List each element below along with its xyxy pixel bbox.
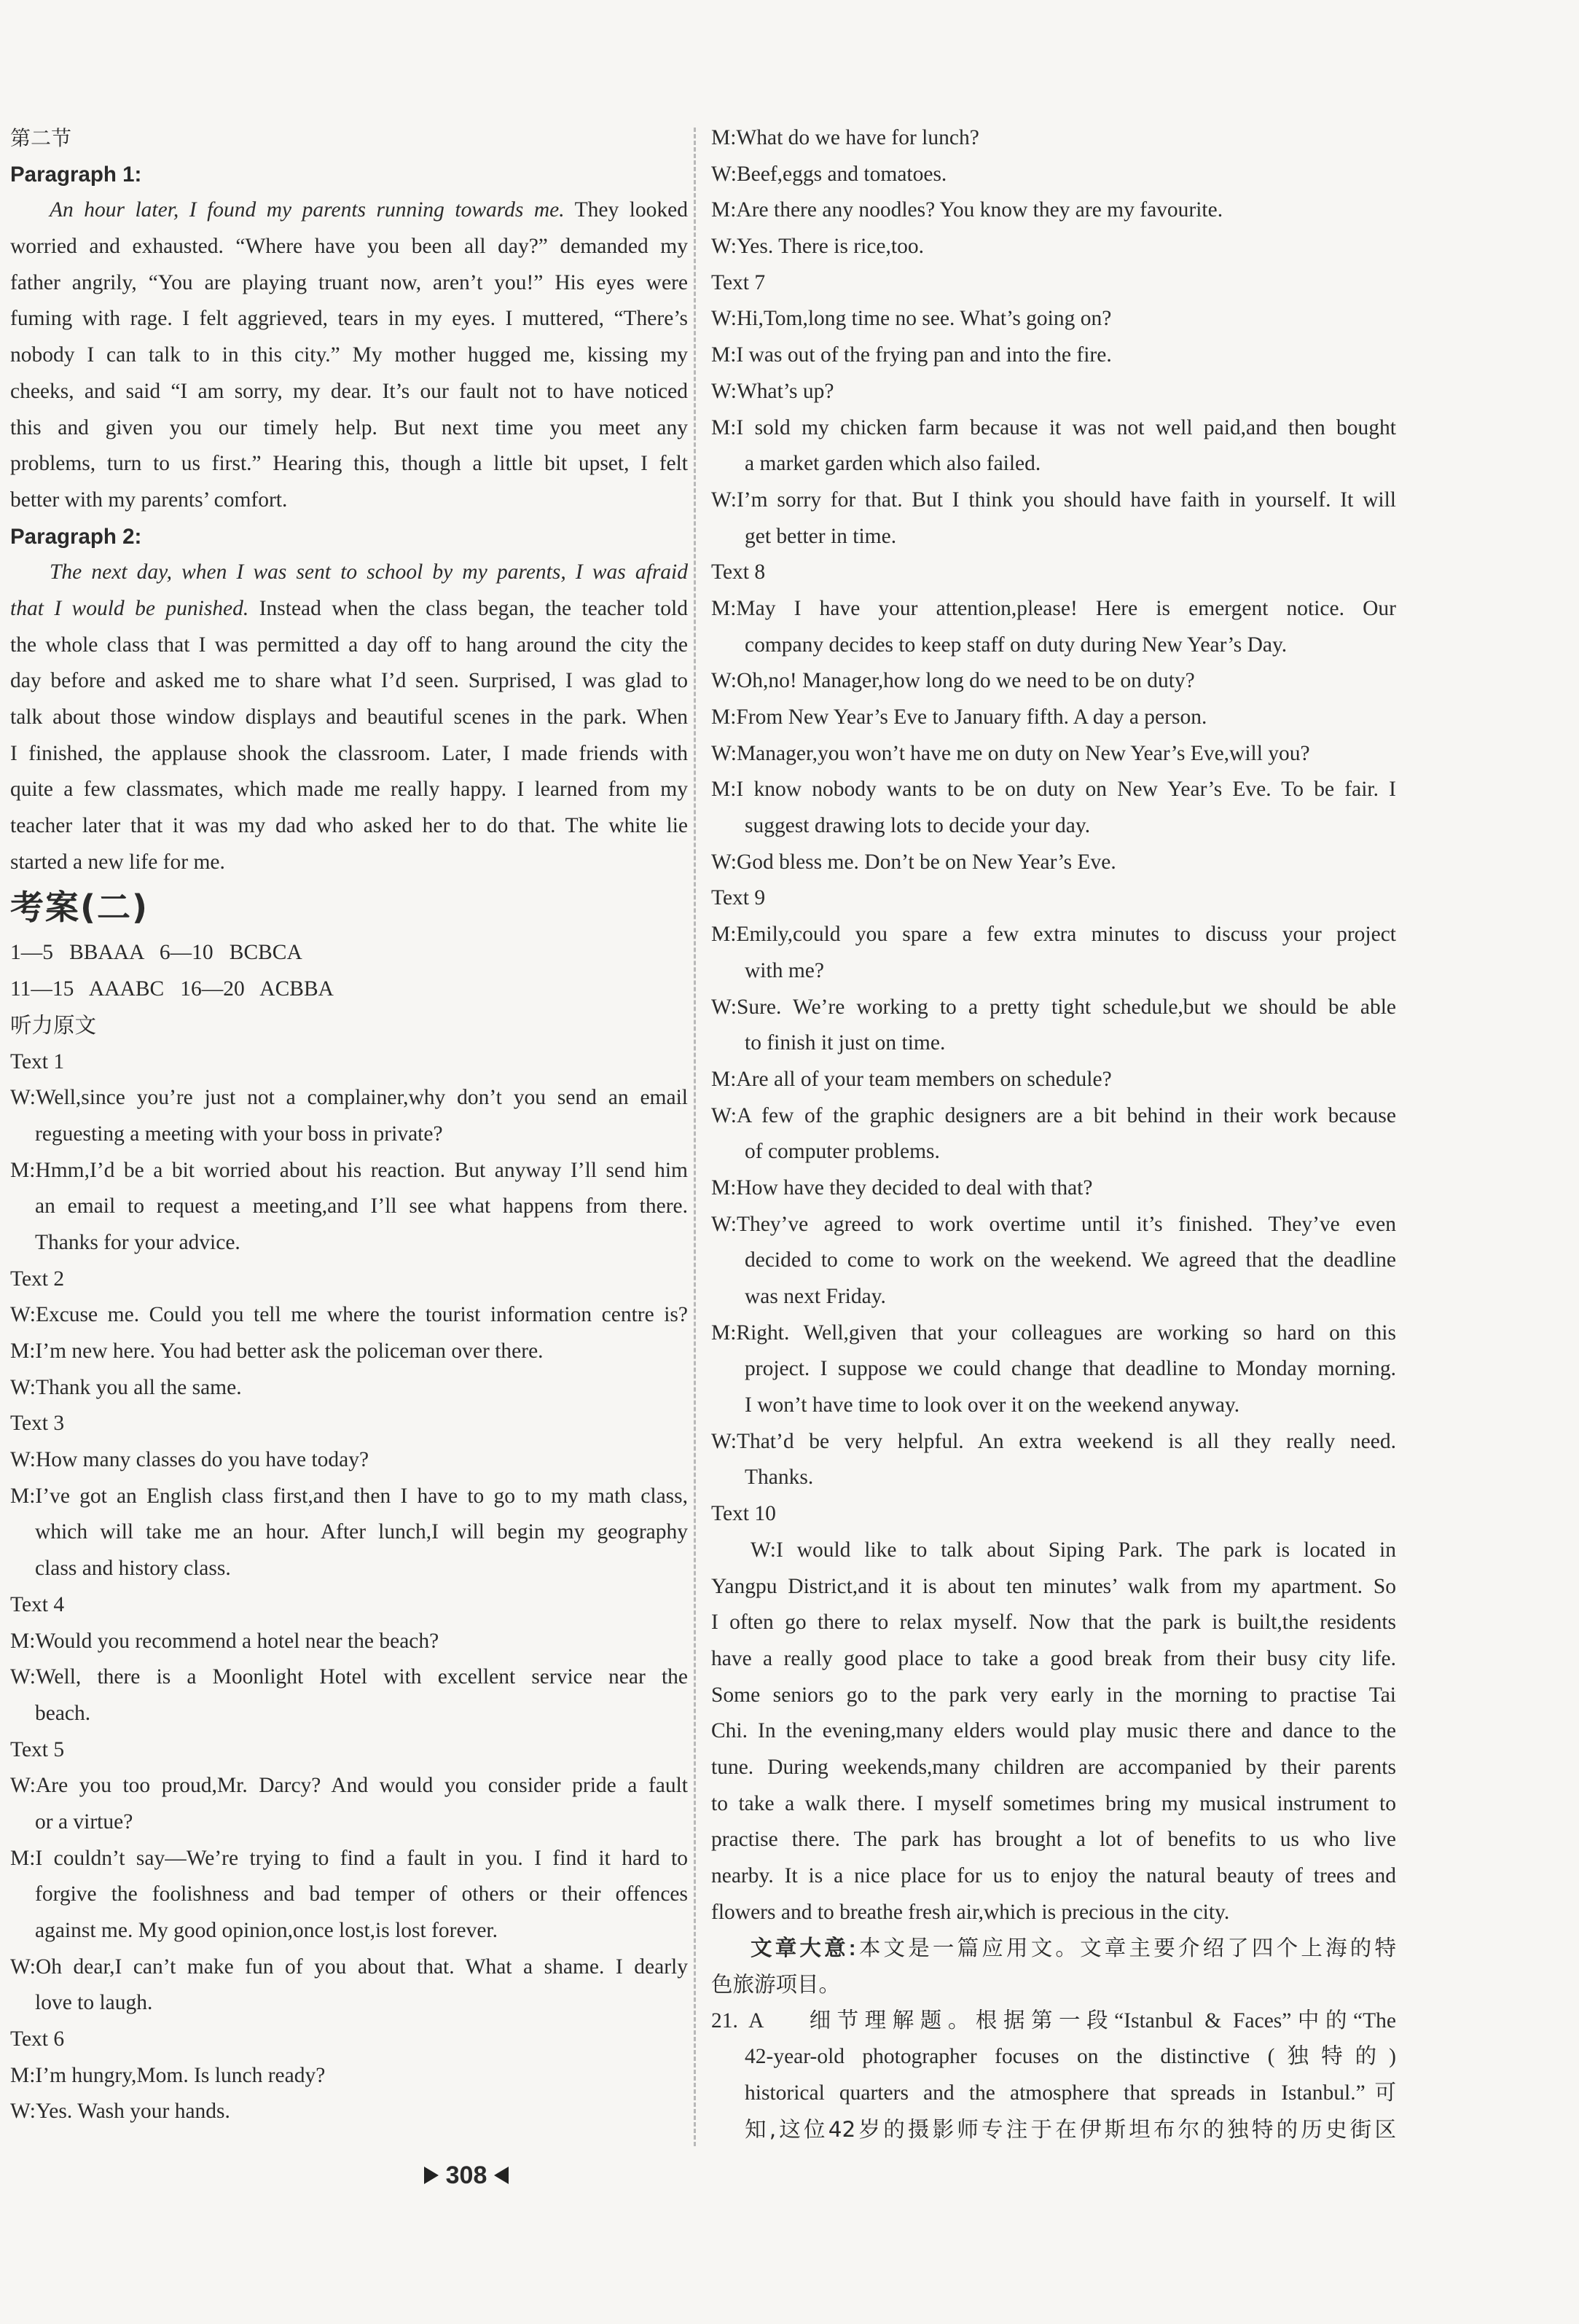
dialogue-line: a market garden which also failed. [745, 452, 1041, 476]
dialogue-line: W:Beef,eggs and tomatoes. [711, 162, 947, 186]
dialogue-line: W:Excuse me. Could you tell me where the tourist information centre is? [10, 1303, 688, 1327]
dialogue-line: class and history class. [35, 1557, 231, 1581]
dialogue-line: project. I suppose we could change that deadline to Monday morning. [745, 1357, 1396, 1381]
dialogue-line: an email to request a meeting,and I’ll see what happens from there. [35, 1194, 688, 1218]
dialogue-line: decided to come to work on the weekend. We agreed that the deadline [745, 1248, 1396, 1272]
dialogue-line: W:How many classes do you have today? [10, 1448, 369, 1472]
dialogue-line: W:Are you too proud,Mr. Darcy? And would you consider pride a fault [10, 1774, 688, 1798]
text-label: Text 9 [711, 886, 766, 910]
section-label: 第二节 [10, 126, 72, 150]
dialogue-line: Thanks. [745, 1466, 814, 1490]
paragraph-2-line: quite a few classmates, which made me really happy. I learned from my [10, 778, 688, 802]
dialogue-line: W:A few of the graphic designers are a bit behind in their work because [711, 1103, 1396, 1127]
dialogue-line: W:Well,since you’re just not a complainer,why don’t you send an email [10, 1086, 688, 1110]
dialogue-line: company decides to keep staff on duty during New Year’s Day. [745, 633, 1288, 657]
dialogue-line: was next Friday. [745, 1285, 886, 1308]
dialogue-line: M:May I have your attention,please! Here is emergent notice. Our [711, 596, 1396, 620]
paragraph-1-line: worried and exhausted. “Where have you been all day?” demanded my [10, 235, 688, 259]
dialogue-line: M:Are there any noodles? You know they are my favourite. [711, 198, 1223, 222]
column-divider [694, 128, 696, 2146]
monologue-line: Yangpu District,and it is about ten minutes’ walk from my apartment. So [711, 1574, 1396, 1598]
dialogue-line: M:What do we have for lunch? [711, 126, 979, 149]
monologue-line: have a really good place to take a good break from their busy city life. [711, 1646, 1396, 1670]
monologue-line: nearby. It is a nice place for us to enjoy the natural beauty of trees and [711, 1864, 1396, 1887]
dialogue-line: W:Yes. There is rice,too. [711, 235, 924, 259]
paragraph-2-intro-end: that I would be punished. [10, 596, 249, 620]
dialogue-line: Thanks for your advice. [35, 1230, 240, 1254]
dialogue-line: to finish it just on time. [745, 1031, 946, 1055]
dialogue-line: W:Yes. Wash your hands. [10, 2100, 230, 2124]
dialogue-line: M:Would you recommend a hotel near the beach? [10, 1629, 439, 1653]
dialogue-line: M:How have they decided to deal with that? [711, 1175, 1093, 1200]
right-triangle-icon [424, 2167, 439, 2184]
paragraph-2-text: Instead when the class began, the teacher told [248, 596, 688, 620]
paragraph-2-intro: The next day, when I was sent to school by my parents, I was afraid [50, 560, 688, 584]
dialogue-line: W:Oh dear,I can’t make fun of you about that. What a shame. I dearly [10, 1955, 688, 1979]
dialogue-line: W:Hi,Tom,long time no see. What’s going on? [711, 307, 1112, 331]
summary-line [711, 1930, 1396, 1967]
dialogue-line: W:Oh,no! Manager,how long do we need to be on duty? [711, 669, 1195, 693]
monologue-line: flowers and to breathe fresh air,which is precious in the city. [711, 1900, 1230, 1924]
left-triangle-icon [494, 2167, 509, 2184]
monologue-line: Some seniors go to the park very early in the morning to practise Tai [711, 1683, 1396, 1707]
summary-label: 文章大意: [751, 1936, 856, 1961]
paragraph-1-line: this and given you our timely help. But next time you meet any [10, 415, 688, 439]
paragraph-1-line: fuming with rage. I felt aggrieved, tears in my eyes. I muttered, “There’s [10, 307, 688, 331]
dialogue-line: W:That’d be very helpful. An extra weekend is all they really need. [711, 1429, 1396, 1453]
paragraph-2-line: teacher later that it was my dad who asked her to do that. The white lie [10, 814, 688, 838]
dialogue-line: M:I was out of the frying pan and into the fire. [711, 343, 1112, 367]
paragraph-2-line: I finished, the applause shook the classroom. Later, I made friends with [10, 741, 688, 765]
dialogue-line: which will take me an hour. After lunch,I will begin my geography [35, 1520, 688, 1544]
dialogue-line: against me. My good opinion,once lost,is lost forever. [35, 1919, 498, 1942]
page-number [393, 2157, 539, 2194]
answer-key-row: 11—15 AAABC 16—20 ACBBA [10, 977, 334, 1001]
dialogue-line: W:Well, there is a Moonlight Hotel with excellent service near the [10, 1665, 688, 1689]
paragraph-1-text: They looked [564, 198, 688, 222]
monologue-line: practise there. The park has brought a lot of benefits to us who live [711, 1828, 1396, 1852]
paragraph-1-line [10, 192, 688, 229]
paragraph-1-label: Paragraph 1: [10, 162, 142, 187]
monologue-line: Chi. In the evening,many elders would play music there and dance to the [711, 1719, 1396, 1743]
text-label: Text 1 [10, 1049, 65, 1073]
dialogue-line: of computer problems. [745, 1140, 940, 1164]
answer-key-row: 1—5 BBAAA 6—10 BCBCA [10, 941, 302, 965]
dialogue-line: M:I know nobody wants to be on duty on New Year’s Eve. To be fair. I [711, 778, 1396, 802]
text-label: Text 8 [711, 560, 766, 584]
dialogue-line: W:Manager,you won’t have me on duty on New Year’s Eve,will you? [711, 741, 1310, 765]
dialogue-line: M:From New Year’s Eve to January fifth. A day a person. [711, 705, 1207, 729]
paragraph-2-line: the whole class that I was permitted a day off to hang around the city the [10, 633, 688, 657]
dialogue-line: beach. [35, 1701, 91, 1725]
text-label: Text 6 [10, 2027, 65, 2051]
dialogue-line: suggest drawing lots to decide your day. [745, 814, 1091, 838]
dialogue-line: M:I sold my chicken farm because it was not well paid,and then bought [711, 415, 1396, 439]
answer-explanation-line: 知,这位42岁的摄影师专注于在伊斯坦布尔的独特的历史街区 [745, 2116, 1396, 2142]
text-label: Text 2 [10, 1267, 65, 1291]
dialogue-line: get better in time. [745, 524, 897, 548]
answer-explanation-line: 42-year-old photographer focuses on the distinctive (独特的) [745, 2045, 1396, 2069]
summary-line: 色旅游项目。 [711, 1972, 841, 1998]
monologue-line: I often go there to relax myself. Now that the park is built,the residents [711, 1611, 1396, 1635]
monologue-line: W:I would like to talk about Siping Park. The park is located in [751, 1538, 1396, 1562]
paragraph-2-line: talk about those window displays and beautiful scenes in the park. When [10, 705, 688, 729]
text-label: Text 10 [711, 1502, 776, 1526]
dialogue-line: M:Hmm,I’d be a bit worried about his reaction. But anyway I’ll send him [10, 1158, 688, 1182]
answer-explanation-line: 21. A 细节理解题。根据第一段“Istanbul & Faces”中的“The [711, 2008, 1396, 2032]
text-label: Text 4 [10, 1592, 65, 1616]
paragraph-1-line: father angrily, “You are playing truant now, aren’t you!” His eyes were [10, 270, 688, 294]
dialogue-line: W:God bless me. Don’t be on New Year’s Eve. [711, 850, 1116, 874]
dialogue-line: M:Emily,could you spare a few extra minutes to discuss your project [711, 923, 1396, 947]
dialogue-line: W:What’s up? [711, 379, 834, 403]
paragraph-1-line: nobody I can talk to in this city.” My mother hugged me, kissing my [10, 343, 688, 367]
dialogue-line: forgive the foolishness and bad temper of others or their offences [35, 1882, 688, 1906]
dialogue-line: I won’t have time to look over it on the weekend anyway. [745, 1393, 1240, 1417]
dialogue-line: or a virtue? [35, 1809, 133, 1834]
paragraph-1-line: problems, turn to us first.” Hearing this, though a little bit upset, I felt [10, 452, 688, 476]
dialogue-line: W:Sure. We’re working to a pretty tight schedule,but we should be able [711, 995, 1396, 1019]
dialogue-line: M:I’m new here. You had better ask the policeman over there. [10, 1339, 544, 1363]
listening-title: 听力原文 [10, 1012, 97, 1038]
dialogue-line: W:Thank you all the same. [10, 1375, 242, 1399]
paragraph-2-line: started a new life for me. [10, 850, 225, 874]
dialogue-line: M:I couldn’t say—We’re trying to find a fault in you. I find it hard to [10, 1846, 688, 1870]
text-label: Text 7 [711, 270, 766, 294]
text-label: Text 3 [10, 1412, 65, 1436]
left-column [10, 120, 688, 2130]
paragraph-1-line: cheeks, and said “I am sorry, my dear. It’s our fault not to have noticed [10, 379, 688, 403]
paragraph-2-line [10, 591, 688, 627]
monologue-line: to take a walk there. I myself sometimes bring my musical instrument to [711, 1791, 1396, 1815]
dialogue-line: M:I’m hungry,Mom. Is lunch ready? [10, 2063, 326, 2087]
dialogue-line: with me? [745, 958, 824, 982]
text-label: Text 5 [10, 1737, 65, 1761]
summary-text: 本文是一篇应用文。文章主要介绍了四个上海的特 [855, 1936, 1396, 1961]
paragraph-2-label: Paragraph 2: [10, 524, 142, 549]
right-column [711, 120, 1396, 2148]
dialogue-line: reguesting a meeting with your boss in private? [35, 1122, 443, 1146]
paragraph-2-line: day before and asked me to share what I’d seen. Surprised, I was glad to [10, 669, 688, 693]
dialogue-line: M:Are all of your team members on schedule? [711, 1067, 1112, 1091]
section-heading: 考案(二) [10, 888, 149, 928]
monologue-line: tune. During weekends,many children are accompanied by their parents [711, 1755, 1396, 1779]
page-number-text: 308 [445, 2161, 487, 2189]
paragraph-1-line: better with my parents’ comfort. [10, 488, 288, 512]
dialogue-line: M:Right. Well,given that your colleagues are working so hard on this [711, 1321, 1396, 1345]
answer-explanation-line: historical quarters and the atmosphere that spreads in Istanbul.”可 [745, 2081, 1396, 2105]
dialogue-line: love to laugh. [35, 1991, 153, 2015]
paragraph-1-intro: An hour later, I found my parents running towards me. [50, 198, 565, 222]
dialogue-line: W:They’ve agreed to work overtime until it’s finished. They’ve even [711, 1212, 1396, 1236]
dialogue-line: M:I’ve got an English class first,and then I have to go to my math class, [10, 1484, 688, 1508]
dialogue-line: W:I’m sorry for that. But I think you should have faith in yourself. It will [711, 488, 1396, 512]
